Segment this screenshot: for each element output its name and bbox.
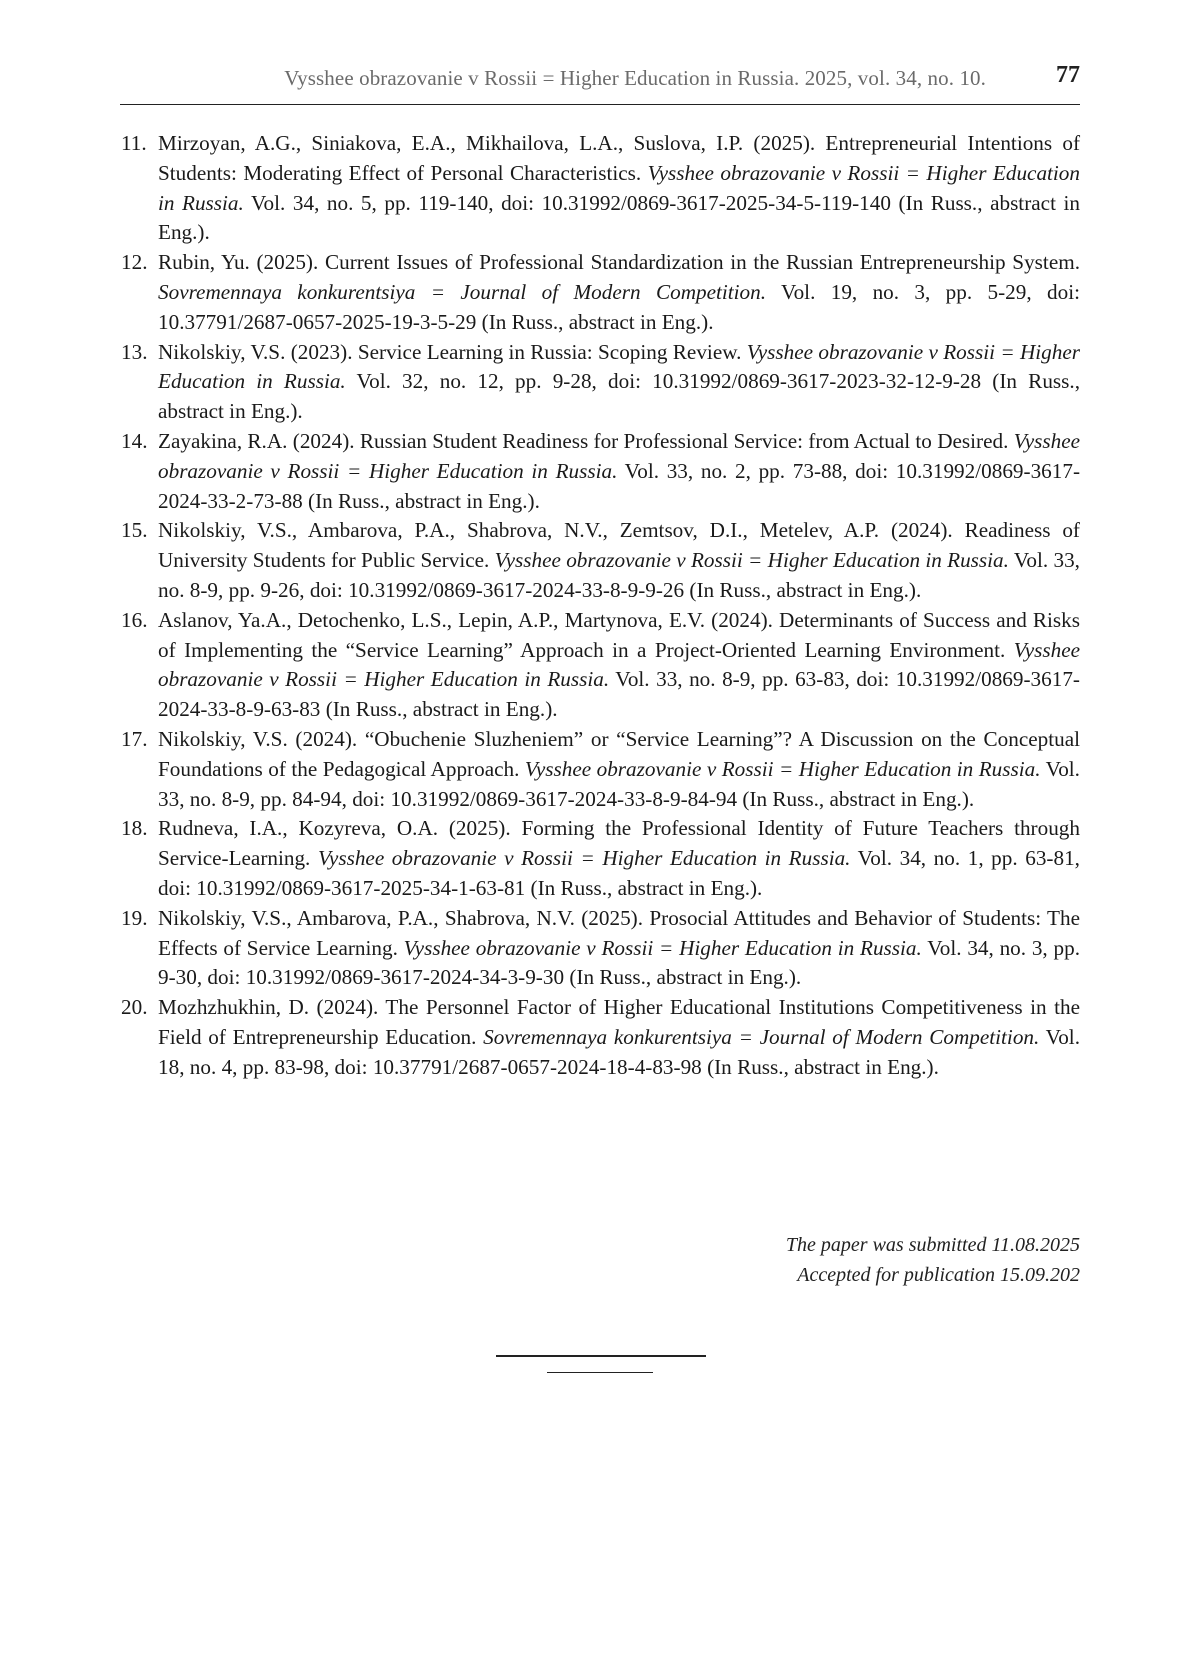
reference-source: Vysshee obrazovanie v Rossii = Higher Education in Russia.	[524, 756, 1041, 781]
reference-source: Vysshee obrazovanie v Rossii = Higher Education in Russia.	[158, 160, 1080, 215]
reference-number: 12.	[121, 250, 148, 275]
reference-details: Vol. 34, no. 3, pp. 9-30, doi: 10.31992/0869-3617-2024-34-3-9-30 (In Russ., abstract in Eng.).	[158, 935, 1080, 990]
end-divider-long	[496, 1355, 706, 1357]
journal-title: Vysshee obrazovanie v Rossii = Higher Education in Russia. 2025, vol. 34, no. 10.	[284, 66, 986, 90]
reference-item	[121, 814, 1080, 903]
reference-list	[121, 129, 1080, 1083]
reference-number: 11.	[121, 131, 147, 155]
reference-details: Vol. 33, no. 8-9, pp. 9-26, doi: 10.31992/0869-3617-2024-33-8-9-9-26 (In Russ., abstract in Eng.).	[158, 548, 1080, 602]
reference-details: Vol. 34, no. 5, pp. 119-140, doi: 10.31992/0869-3617-2025-34-5-119-140 (In Russ., abstract in Eng.).	[158, 190, 1080, 245]
reference-details: Vol. 33, no. 8-9, pp. 84-94, doi: 10.31992/0869-3617-2024-33-8-9-84-94 (In Russ., abstract in Eng.).	[158, 756, 1080, 811]
reference-number: 19.	[121, 905, 148, 930]
end-divider-short	[547, 1372, 653, 1373]
submitted-date: The paper was submitted 11.08.2025	[785, 1234, 1080, 1256]
reference-source: Vysshee obrazovanie v Rossii = Higher Education in Russia.	[317, 846, 851, 871]
reference-source: Vysshee obrazovanie v Rossii = Higher Education in Russia.	[158, 428, 1080, 483]
reference-number: 20.	[121, 995, 148, 1020]
reference-number: 13.	[121, 339, 148, 364]
reference-details: Vol. 19, no. 3, pp. 5-29, doi: 10.37791/2687-0657-2025-19-3-5-29 (In Russ., abstract in Eng.).	[158, 279, 1080, 334]
reference-authors-title: Nikolskiy, V.S., Ambarova, P.A., Shabrova, N.V., Zemtsov, D.I., Metelev, A.P. (2024). Readiness of University Students for Public Service.	[158, 518, 1080, 573]
reference-authors-title: Nikolskiy, V.S., Ambarova, P.A., Shabrova, N.V. (2025). Prosocial Attitudes and Behavior of Students: The Effects of Service Learning.	[158, 905, 1080, 960]
reference-item	[121, 338, 1080, 427]
reference-item	[121, 993, 1080, 1082]
reference-item	[121, 725, 1080, 814]
reference-details: Vol. 34, no. 1, pp. 63-81, doi: 10.31992/0869-3617-2025-34-1-63-81 (In Russ., abstract in Eng.).	[158, 846, 1080, 900]
reference-authors-title: Mozhzhukhin, D. (2024). The Personnel Factor of Higher Educational Institutions Competitiveness in the Field of Entrepreneurship Education.	[158, 995, 1080, 1049]
reference-item	[121, 904, 1080, 993]
reference-number: 17.	[121, 726, 148, 751]
reference-source: Sovremennaya konkurentsiya = Journal of Modern Competition.	[483, 1024, 1040, 1049]
reference-source: Sovremennaya konkurentsiya = Journal of Modern Competition.	[158, 279, 767, 304]
reference-item	[121, 129, 1080, 248]
reference-details: Vol. 33, no. 8-9, pp. 63-83, doi: 10.31992/0869-3617-2024-33-8-9-63-83 (In Russ., abstract in Eng.).	[158, 667, 1080, 722]
reference-authors-title: Zayakina, R.A. (2024). Russian Student Readiness for Professional Service: from Actual to Desired.	[158, 428, 1014, 453]
reference-authors-title: Aslanov, Ya.A., Detochenko, L.S., Lepin, A.P., Martynova, E.V. (2024). Determinants of Success and Risks of Implementing the “Service Learning” Approach in a Project-Oriented Learning Environment.	[158, 607, 1080, 662]
submission-dates	[786, 1230, 1080, 1290]
reference-authors-title: Rudneva, I.A., Kozyreva, O.A. (2025). Forming the Professional Identity of Future Teachers through Service-Learning.	[158, 816, 1080, 871]
reference-source: Vysshee obrazovanie v Rossii = Higher Education in Russia.	[158, 637, 1080, 692]
page-number: 77	[1056, 62, 1080, 88]
reference-authors-title: Nikolskiy, V.S. (2024). “Obuchenie Sluzheniem” or “Service Learning”? A Discussion on the Conceptual Foundations of the Pedagogical Approach.	[158, 726, 1080, 781]
reference-number: 15.	[121, 518, 148, 543]
running-header	[120, 60, 1080, 105]
accepted-date: Accepted for publication 15.09.202	[797, 1264, 1080, 1286]
reference-item	[121, 427, 1080, 516]
reference-number: 18.	[121, 816, 148, 841]
reference-source: Vysshee obrazovanie v Rossii = Higher Education in Russia.	[403, 935, 922, 960]
reference-number: 16.	[121, 607, 148, 632]
reference-authors-title: Mirzoyan, A.G., Siniakova, E.A., Mikhailova, L.A., Suslova, I.P. (2025). Entrepreneurial Intentions of Students: Moderating Effect of Personal Characteristics.	[158, 131, 1080, 185]
reference-item	[121, 248, 1080, 337]
reference-details: Vol. 33, no. 2, pp. 73-88, doi: 10.31992/0869-3617-2024-33-2-73-88 (In Russ., abstract in Eng.).	[158, 458, 1080, 513]
reference-source: Vysshee obrazovanie v Rossii = Higher Education in Russia.	[158, 339, 1080, 394]
reference-source: Vysshee obrazovanie v Rossii = Higher Education in Russia.	[494, 548, 1009, 573]
reference-authors-title: Nikolskiy, V.S. (2023). Service Learning in Russia: Scoping Review.	[158, 339, 747, 364]
reference-details: Vol. 18, no. 4, pp. 83-98, doi: 10.37791/2687-0657-2024-18-4-83-98 (In Russ., abstract in Eng.).	[158, 1024, 1080, 1079]
reference-authors-title: Rubin, Yu. (2025). Current Issues of Professional Standardization in the Russian Entrepreneurship System.	[158, 250, 1080, 275]
reference-item	[121, 606, 1080, 725]
reference-number: 14.	[121, 428, 148, 453]
reference-details: Vol. 32, no. 12, pp. 9-28, doi: 10.31992/0869-3617-2023-32-12-9-28 (In Russ., abstract in Eng.).	[158, 369, 1080, 424]
reference-item	[121, 516, 1080, 605]
